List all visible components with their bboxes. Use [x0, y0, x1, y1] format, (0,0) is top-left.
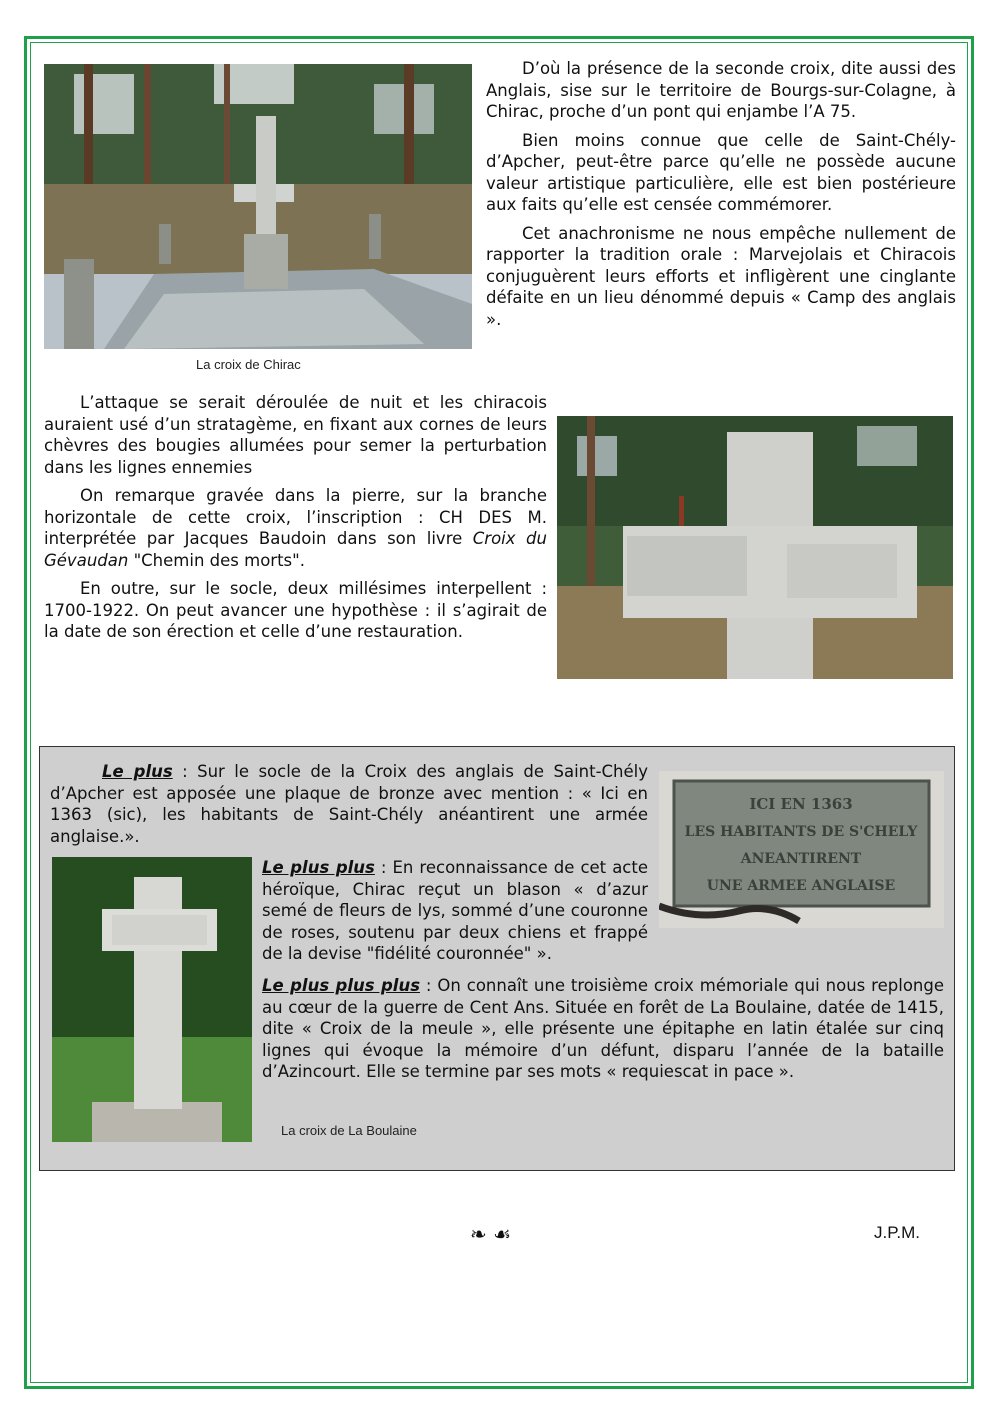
plaque-line: UNE ARMEE ANGLAISE [706, 878, 896, 894]
paragraph: L’attaque se serait déroulée de nuit et les chiracois auraient usé d’un stratagème, en fixant aux cornes de leurs chèvres des bougies allumées pour semer la perturbation dans les lignes ennemies [44, 393, 547, 477]
book-title: Croix du Gévaudan [44, 529, 547, 570]
plaque-line: ANEANTIRENT [740, 851, 862, 867]
text-run: On remarque gravée dans la pierre, sur la branche horizontale de cette croix, l’inscription : CH DES M. interprétée par Jacques Baudoin dans son livre [44, 486, 547, 548]
boulaine-cross-photo [52, 857, 252, 1142]
chirac-cross-photo [44, 64, 472, 349]
le-plus-plus-paragraph [262, 857, 648, 971]
le-plus-plus-text: : En reconnaissance de cet acte héroïque, Chirac reçut un blason « d’azur semé de fleurs de lys, sommé d’une couronne de roses, soutenu par deux chiens et frappé de la devise "fidélité couronnée" ». [262, 858, 648, 963]
bronze-plaque-photo [659, 771, 944, 928]
ornament-flourish: ❧ ☙ [470, 1222, 512, 1246]
chirac-cross-caption: La croix de Chirac [196, 357, 301, 372]
paragraph: En outre, sur le socle, deux millésimes interpellent : 1700-1922. On peut avancer une hypothèse : il s’agirait de la date de son érection et celle d’une restauration. [44, 579, 547, 641]
le-plus-paragraph [50, 761, 648, 853]
le-plus-plus-plus-label: Le plus plus plus [262, 976, 421, 995]
paragraph: D’où la présence de la seconde croix, dite aussi des Anglais, sise sur le territoire de Bourgs-sur-Colagne, à Chirac, proche d’un pont qui enjambe l’A 75. [486, 59, 956, 121]
le-plus-plus-plus-paragraph [262, 975, 944, 1089]
plaque-line: LES HABITANTS DE S'CHELY [684, 824, 918, 840]
text-run: "Chemin des morts". [128, 550, 305, 570]
plaque-line: ICI EN 1363 [749, 795, 853, 813]
author-signature: J.P.M. [874, 1223, 920, 1242]
top-right-text [486, 58, 956, 337]
le-plus-plus-label: Le plus plus [262, 858, 375, 877]
paragraph: Cet anachronisme ne nous empêche nullement de rapporter la tradition orale : Marvejolais et Chiracois conjuguèrent leurs efforts et infligèrent une cinglante défaite en un lieu dénommé depuis « Camp des anglais ». [486, 223, 956, 329]
le-plus-text: : Sur le socle de la Croix des anglais de Saint-Chély d’Apcher est apposée une plaque de bronze avec mention : « Ici en 1363 (sic), les habitants de Saint-Chély anéantirent une armée anglaise.». [50, 762, 649, 846]
paragraph [44, 485, 547, 571]
le-plus-plus-plus-text: : On connaît une troisième croix mémoriale qui nous replonge au cœur de la guerre de Cent Ans. Située en forêt de La Boulaine, datée de 1415, dite « Croix de la meule », elle présente une épitaphe en latin étalée sur cinq lignes qui évoque la mémoire d’un défunt, disparu l’année de la bataille d’Azincourt. Elle se termine par ses mots « requiescat in pace ». [262, 976, 944, 1081]
cross-closeup-photo [557, 416, 953, 679]
boulaine-cross-caption: La croix de La Boulaine [281, 1123, 417, 1138]
le-plus-label: Le plus [102, 762, 173, 781]
paragraph: Bien moins connue que celle de Saint-Chély-d’Apcher, peut-être parce qu’elle ne possède aucune valeur artistique particulière, elle est bien postérieure aux faits qu’elle est censée commémorer. [486, 130, 956, 214]
le-plus-box [39, 746, 955, 1171]
middle-left-text [44, 392, 547, 650]
